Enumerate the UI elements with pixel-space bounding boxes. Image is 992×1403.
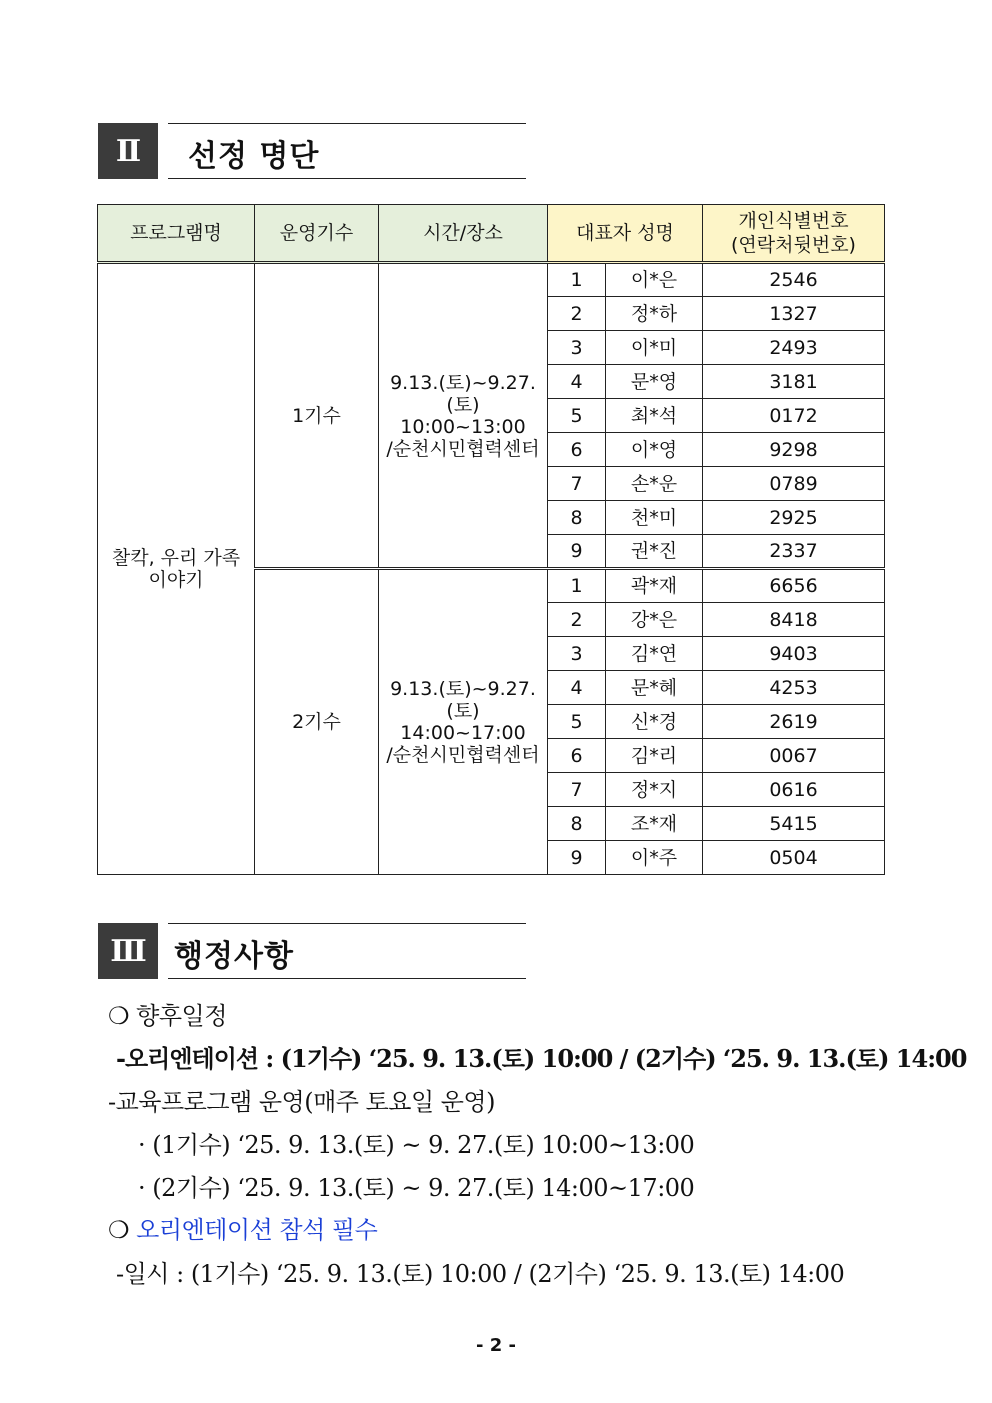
row-number-cell: 3	[548, 637, 606, 671]
time-place-cell	[379, 263, 548, 569]
cohort-cell: 1기수	[255, 263, 379, 569]
section-3-bottom-rule	[168, 978, 526, 979]
row-number-cell: 1	[548, 263, 606, 297]
row-number-cell: 2	[548, 297, 606, 331]
row-number-cell: 6	[548, 433, 606, 467]
representative-name-cell: 최*석	[606, 399, 703, 433]
representative-name-cell: 김*리	[606, 739, 703, 773]
representative-name-cell: 신*경	[606, 705, 703, 739]
time-place-time-line3: /순천시민협력센터	[386, 744, 540, 766]
time-place-time-line1: 9.13.(토)~9.27.(토)	[390, 371, 536, 416]
representative-name-cell: 이*주	[606, 841, 703, 875]
row-number-cell: 9	[548, 535, 606, 569]
id-number-cell: 2493	[703, 331, 885, 365]
program-name-line1: 찰칵, 우리 가족	[111, 547, 241, 569]
cohort-2-schedule: · (2기수) ‘25. 9. 13.(토) ~ 9. 27.(토) 14:00~17:00	[138, 1174, 695, 1202]
representative-name-cell: 문*영	[606, 365, 703, 399]
orientation-line: -오리엔테이션 : (1기수) ‘25. 9. 13.(토) 10:00 / (2기수) ‘25. 9. 13.(토) 14:00	[116, 1044, 967, 1073]
cohort-cell: 2기수	[255, 569, 379, 875]
representative-name-cell: 조*재	[606, 807, 703, 841]
representative-name-cell: 권*진	[606, 535, 703, 569]
id-number-cell: 2546	[703, 263, 885, 297]
time-place-cell	[379, 569, 548, 875]
id-number-cell: 8418	[703, 603, 885, 637]
row-number-cell: 6	[548, 739, 606, 773]
representative-name-cell: 천*미	[606, 501, 703, 535]
row-number-cell: 5	[548, 705, 606, 739]
row-number-cell: 7	[548, 467, 606, 501]
representative-name-cell: 김*연	[606, 637, 703, 671]
id-number-cell: 9298	[703, 433, 885, 467]
header-representative: 대표자 성명	[548, 205, 703, 263]
representative-name-cell: 이*미	[606, 331, 703, 365]
page-number: - 2 -	[476, 1335, 516, 1356]
row-number-cell: 7	[548, 773, 606, 807]
id-number-cell: 0067	[703, 739, 885, 773]
section-2-title: 선정 명단	[188, 139, 320, 174]
id-number-cell: 5415	[703, 807, 885, 841]
id-number-cell: 9403	[703, 637, 885, 671]
id-number-cell: 4253	[703, 671, 885, 705]
id-number-cell: 6656	[703, 569, 885, 603]
schedule-heading: ❍ 향후일정	[108, 1002, 227, 1030]
row-number-cell: 4	[548, 671, 606, 705]
header-program: 프로그램명	[98, 205, 255, 263]
id-number-cell: 2337	[703, 535, 885, 569]
table-body	[98, 263, 885, 875]
id-number-cell: 1327	[703, 297, 885, 331]
section-2-header	[98, 123, 526, 179]
section-3-title: 행정사항	[174, 939, 294, 974]
id-number-cell: 2619	[703, 705, 885, 739]
section-2-bottom-rule	[168, 178, 526, 179]
id-number-cell: 0789	[703, 467, 885, 501]
section-2-number: Ⅱ	[98, 123, 158, 179]
header-id-line2: (연락처뒷번호)	[731, 234, 856, 256]
row-number-cell: 2	[548, 603, 606, 637]
section-3-top-rule	[168, 923, 526, 924]
representative-name-cell: 강*은	[606, 603, 703, 637]
program-line: -교육프로그램 운영(매주 토요일 운영)	[108, 1088, 495, 1116]
mandatory-bullet: ❍	[108, 1216, 130, 1244]
header-cohort: 운영기수	[255, 205, 379, 263]
header-id-number	[703, 205, 885, 263]
id-number-cell: 0504	[703, 841, 885, 875]
section-3-header	[98, 923, 526, 979]
representative-name-cell: 손*운	[606, 467, 703, 501]
row-number-cell: 8	[548, 807, 606, 841]
section-3-number: Ⅲ	[98, 923, 158, 979]
representative-name-cell: 이*은	[606, 263, 703, 297]
representative-name-cell: 문*혜	[606, 671, 703, 705]
header-time-place: 시간/장소	[379, 205, 548, 263]
time-place-time-line3: /순천시민협력센터	[386, 437, 540, 460]
datetime-line: -일시 : (1기수) ‘25. 9. 13.(토) 10:00 / (2기수) ‘25. 9. 13.(토) 14:00	[116, 1260, 845, 1288]
row-number-cell: 8	[548, 501, 606, 535]
representative-name-cell: 곽*재	[606, 569, 703, 603]
selection-roster-table	[97, 204, 885, 875]
row-number-cell: 3	[548, 331, 606, 365]
time-place-time-line2: 10:00~13:00	[400, 415, 526, 438]
time-place-time-line1: 9.13.(토)~9.27.(토)	[390, 678, 536, 722]
row-number-cell: 9	[548, 841, 606, 875]
representative-name-cell: 정*하	[606, 297, 703, 331]
mandatory-heading	[108, 1210, 377, 1245]
program-name-cell	[98, 263, 255, 875]
time-place-time-line2: 14:00~17:00	[400, 722, 526, 744]
section-2-top-rule	[168, 123, 526, 124]
id-number-cell: 2925	[703, 501, 885, 535]
header-id-line1: 개인식별번호	[738, 210, 849, 232]
mandatory-text: 오리엔테이션 참석 필수	[136, 1216, 378, 1244]
row-number-cell: 5	[548, 399, 606, 433]
program-name-line2: 이야기	[148, 569, 204, 591]
id-number-cell: 0172	[703, 399, 885, 433]
row-number-cell: 1	[548, 569, 606, 603]
id-number-cell: 3181	[703, 365, 885, 399]
table-header-row	[98, 205, 885, 263]
cohort-1-schedule: · (1기수) ‘25. 9. 13.(토) ~ 9. 27.(토) 10:00~13:00	[138, 1131, 695, 1159]
representative-name-cell: 정*지	[606, 773, 703, 807]
row-number-cell: 4	[548, 365, 606, 399]
id-number-cell: 0616	[703, 773, 885, 807]
table-row	[98, 263, 885, 297]
representative-name-cell: 이*영	[606, 433, 703, 467]
